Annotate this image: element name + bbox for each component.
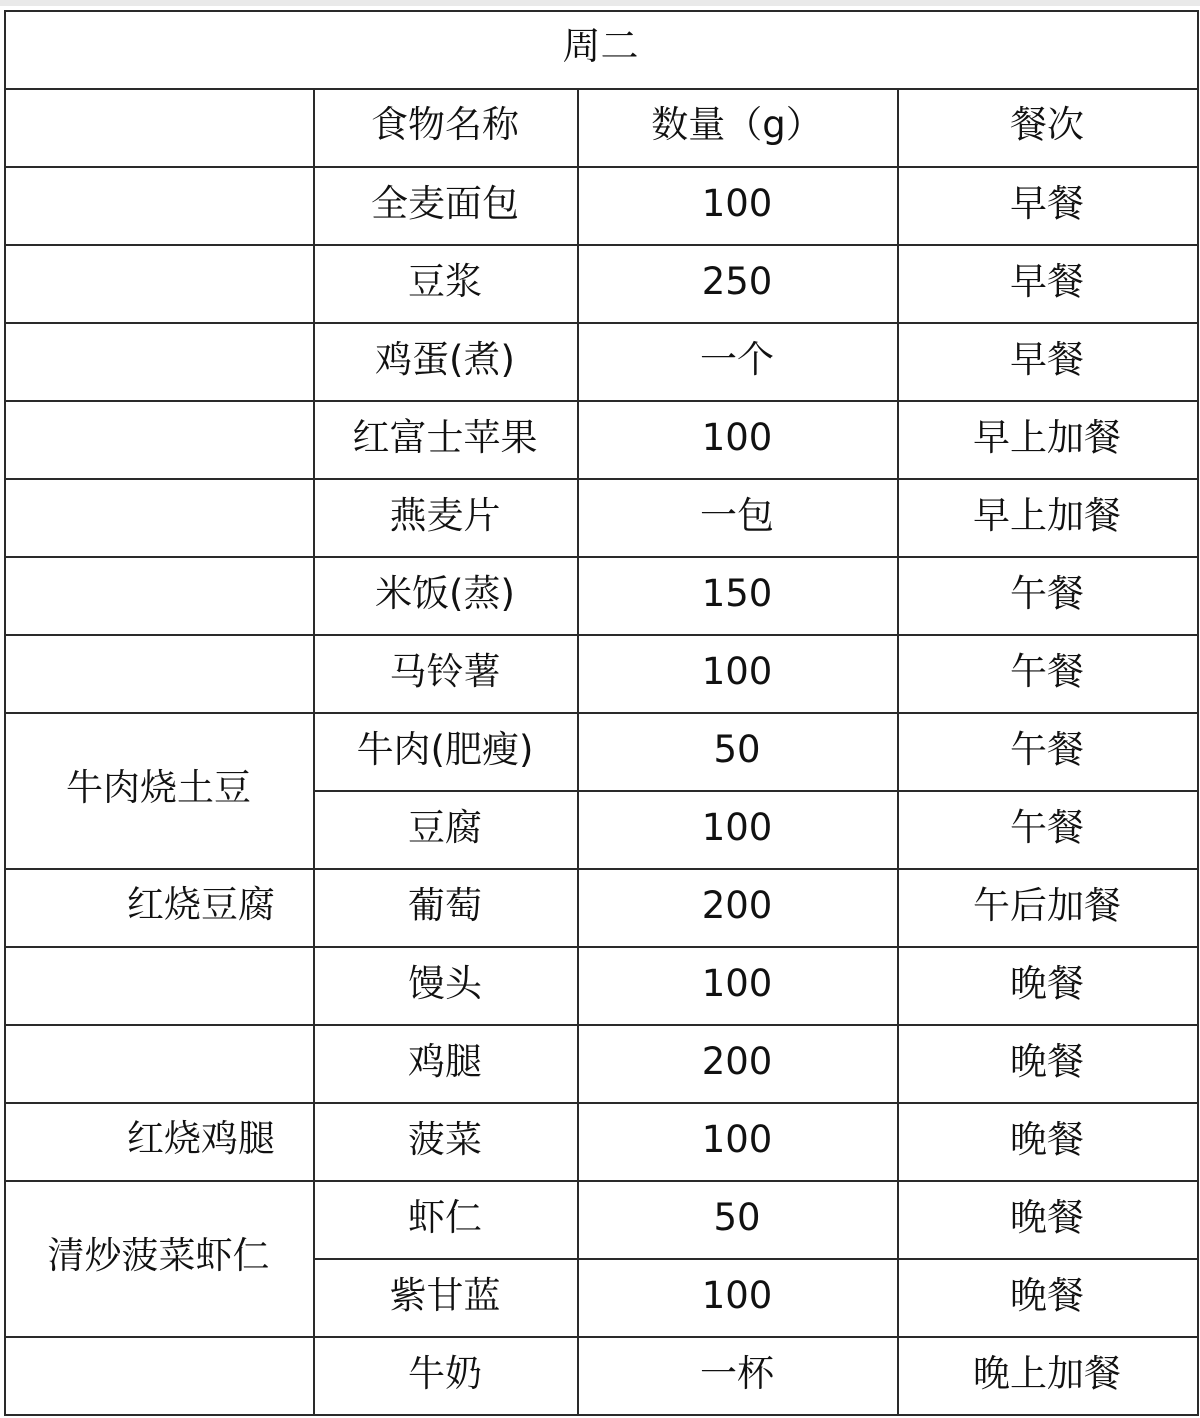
- dish-name-cell: 牛肉烧土豆: [66, 765, 251, 809]
- meal-cell: 晚餐: [1010, 1117, 1084, 1161]
- table-border-bottom: [4, 1414, 1199, 1416]
- food-name-cell: 豆浆: [408, 259, 482, 303]
- food-name-cell: 米饭(蒸): [375, 571, 515, 615]
- food-name-cell: 红富士苹果: [352, 415, 538, 459]
- dish-name-cell: 红烧鸡腿: [127, 1116, 275, 1160]
- meal-cell: 午餐: [1010, 727, 1084, 771]
- amount-cell: 100: [701, 1117, 773, 1161]
- header-meal: 餐次: [1010, 102, 1084, 146]
- amount-cell: 50: [713, 727, 761, 771]
- meal-cell: 午餐: [1010, 649, 1084, 693]
- amount-cell: 100: [701, 805, 773, 849]
- dish-name-cell: 红烧豆腐: [127, 882, 275, 926]
- meal-cell: 晚餐: [1010, 961, 1084, 1005]
- food-name-cell: 虾仁: [408, 1195, 482, 1239]
- header-dish: [4, 88, 313, 160]
- meal-cell: 早餐: [1010, 337, 1084, 381]
- food-name-cell: 燕麦片: [389, 493, 501, 537]
- meal-cell: 午餐: [1010, 571, 1084, 615]
- header-food-name: 食物名称: [371, 102, 519, 146]
- amount-cell: 一杯: [700, 1351, 774, 1395]
- table-title: 周二: [562, 24, 639, 68]
- header-amount: 数量（g）: [651, 102, 823, 146]
- amount-cell: 250: [701, 259, 773, 303]
- meal-cell: 午餐: [1010, 805, 1084, 849]
- amount-cell: 一包: [700, 493, 774, 537]
- meal-cell: 午后加餐: [973, 883, 1121, 927]
- meal-cell: 晚上加餐: [973, 1351, 1121, 1395]
- meal-cell: 早餐: [1010, 181, 1084, 225]
- amount-cell: 50: [713, 1195, 761, 1239]
- food-name-cell: 马铃薯: [389, 649, 501, 693]
- amount-cell: 100: [701, 181, 773, 225]
- amount-cell: 150: [701, 571, 773, 615]
- amount-cell: 100: [701, 1273, 773, 1317]
- meal-cell: 晚餐: [1010, 1039, 1084, 1083]
- top-strip: [0, 0, 1200, 6]
- food-name-cell: 紫甘蓝: [389, 1273, 501, 1317]
- food-name-cell: 牛肉(肥瘦): [356, 727, 534, 771]
- food-name-cell: 鸡蛋(煮): [375, 337, 515, 381]
- amount-cell: 100: [701, 415, 773, 459]
- dish-name-cell: 清炒菠菜虾仁: [47, 1233, 270, 1277]
- food-name-cell: 馒头: [408, 961, 482, 1005]
- amount-cell: 100: [701, 649, 773, 693]
- meal-cell: 早上加餐: [973, 415, 1121, 459]
- food-name-cell: 葡萄: [408, 883, 482, 927]
- meal-cell: 早餐: [1010, 259, 1084, 303]
- meal-cell: 早上加餐: [973, 493, 1121, 537]
- table-border-right: [1197, 10, 1199, 1416]
- food-name-cell: 鸡腿: [408, 1039, 482, 1083]
- food-name-cell: 牛奶: [408, 1351, 482, 1395]
- table-border-top: [4, 10, 1199, 12]
- food-name-cell: 豆腐: [408, 805, 482, 849]
- amount-cell: 200: [701, 1039, 773, 1083]
- title-divider: [4, 88, 1199, 90]
- amount-cell: 一个: [700, 337, 774, 381]
- meal-cell: 晚餐: [1010, 1195, 1084, 1239]
- food-name-cell: 菠菜: [408, 1117, 482, 1161]
- amount-cell: 200: [701, 883, 773, 927]
- food-name-cell: 全麦面包: [371, 181, 519, 225]
- amount-cell: 100: [701, 961, 773, 1005]
- meal-cell: 晚餐: [1010, 1273, 1084, 1317]
